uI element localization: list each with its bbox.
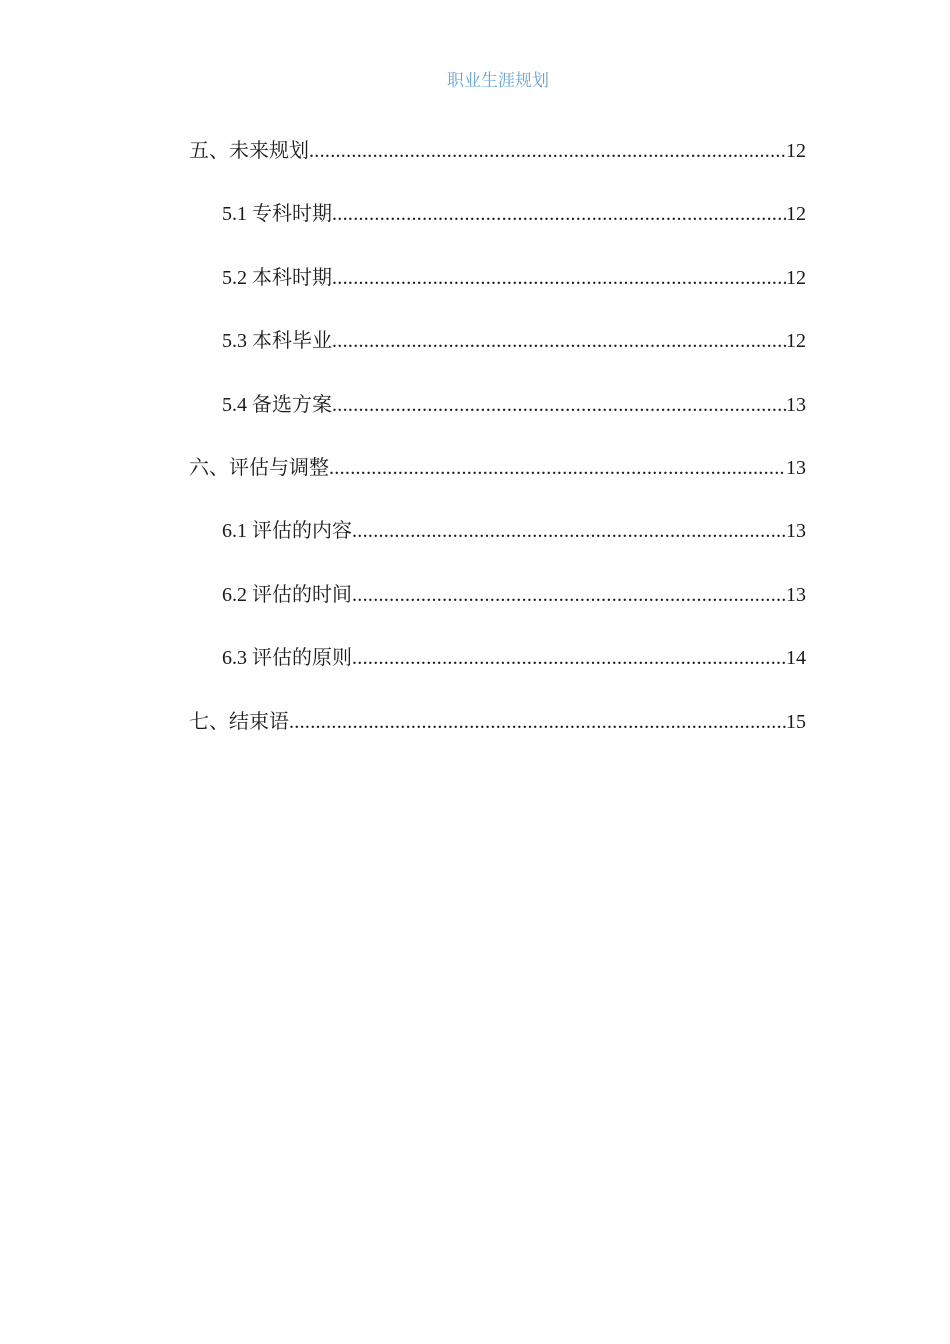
toc-page-number: 12 xyxy=(786,330,806,353)
toc-dot-leader xyxy=(332,391,786,419)
toc-entry-label: 六、评估与调整 xyxy=(189,456,329,479)
toc-entry-label: 6.2 评估的时间 xyxy=(222,583,352,606)
toc-entry-evaluation-content[interactable] xyxy=(189,517,806,580)
toc-page-number: 12 xyxy=(786,203,806,226)
toc-entry-undergraduate-period[interactable] xyxy=(189,264,806,327)
toc-entry-evaluation-principles[interactable] xyxy=(189,644,806,707)
toc-entry-label: 5.3 本科毕业 xyxy=(222,330,332,353)
toc-dot-leader xyxy=(289,708,786,736)
toc-entry-graduation[interactable] xyxy=(189,327,806,390)
toc-page-number: 13 xyxy=(786,456,806,479)
toc-dot-leader xyxy=(309,137,786,165)
toc-entry-college-period[interactable] xyxy=(189,200,806,263)
toc-page-number: 13 xyxy=(786,393,806,416)
toc-entry-label: 5.4 备选方案 xyxy=(222,393,332,416)
toc-page-number: 15 xyxy=(786,710,806,733)
toc-dot-leader xyxy=(332,200,786,228)
toc-entry-label: 五、未来规划 xyxy=(189,140,309,162)
toc-dot-leader xyxy=(352,644,786,672)
toc-dot-leader xyxy=(352,581,786,609)
toc-dot-leader xyxy=(352,517,786,545)
toc-page-number: 13 xyxy=(786,583,806,606)
toc-entry-conclusion[interactable] xyxy=(189,708,806,771)
toc-dot-leader xyxy=(332,327,786,355)
table-of-contents xyxy=(189,137,806,771)
toc-entry-label: 5.1 专科时期 xyxy=(222,203,332,226)
toc-dot-leader xyxy=(332,264,786,292)
toc-dot-leader xyxy=(329,454,786,482)
toc-page-number: 13 xyxy=(786,520,806,543)
toc-entry-label: 6.1 评估的内容 xyxy=(222,520,352,543)
toc-entry-evaluation-time[interactable] xyxy=(189,581,806,644)
page-header-title: 职业生涯规划 xyxy=(447,71,549,90)
toc-entry-future-plan[interactable] xyxy=(189,137,806,200)
toc-page-number: 12 xyxy=(786,140,806,162)
toc-entry-evaluation-adjustment[interactable] xyxy=(189,454,806,517)
toc-entry-label: 5.2 本科时期 xyxy=(222,266,332,289)
toc-page-number: 12 xyxy=(786,266,806,289)
toc-entry-label: 6.3 评估的原则 xyxy=(222,647,352,670)
toc-page-number: 14 xyxy=(786,647,806,670)
toc-entry-alternative-plan[interactable] xyxy=(189,391,806,454)
toc-entry-label: 七、结束语 xyxy=(189,710,289,733)
